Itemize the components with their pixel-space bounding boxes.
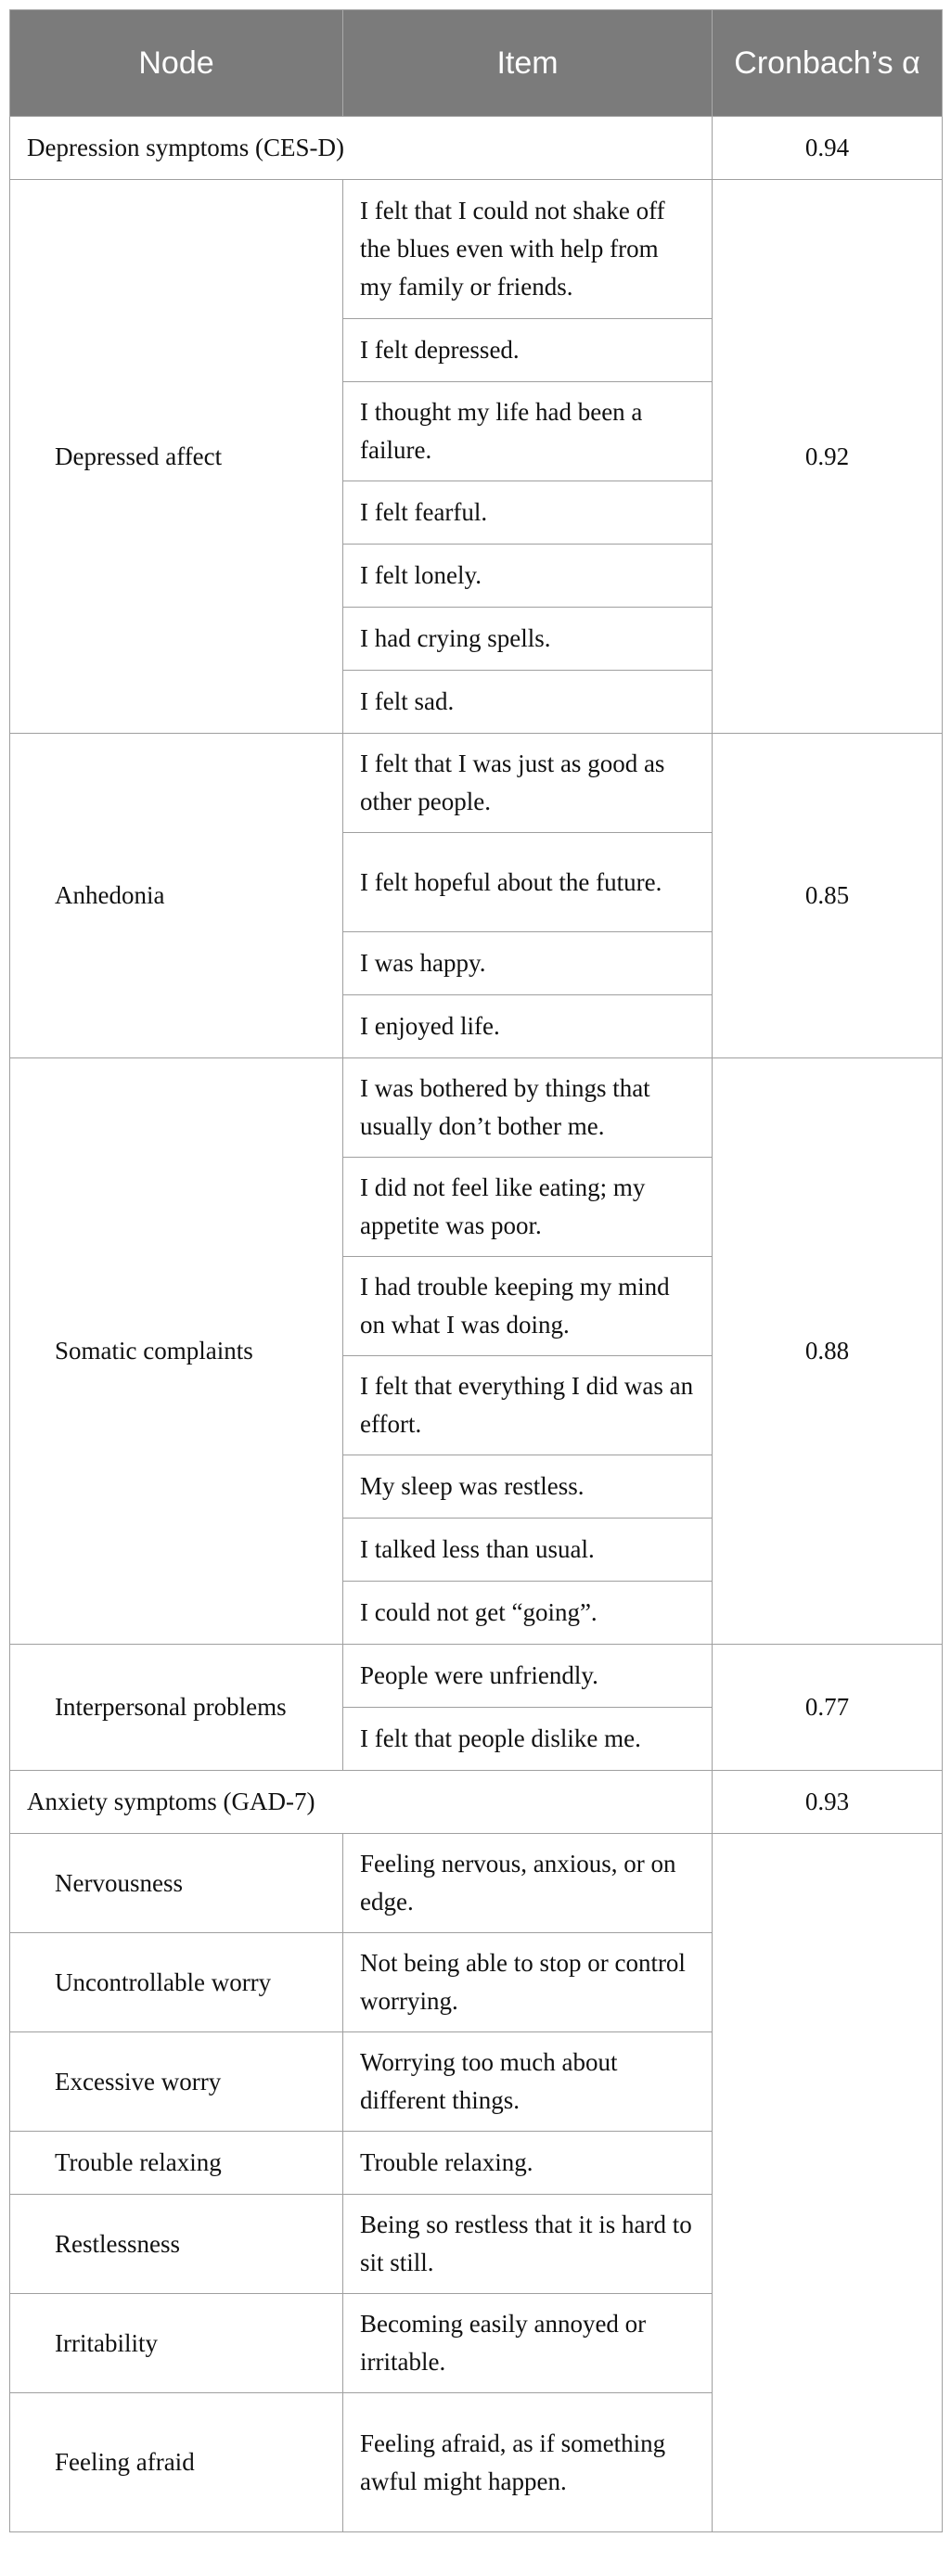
item-cell: I had trouble keeping my mind on what I was doing. <box>343 1257 713 1356</box>
header-node: Node <box>10 10 343 117</box>
node-cell: Irritability <box>10 2294 343 2393</box>
alpha-cell: 0.92 <box>713 180 943 734</box>
section-alpha: 0.94 <box>713 117 943 180</box>
node-cell: Uncontrollable worry <box>10 1933 343 2032</box>
header-item: Item <box>343 10 713 117</box>
item-cell: Being so restless that it is hard to sit still. <box>343 2195 713 2294</box>
item-cell: I felt hopeful about the future. <box>343 833 713 932</box>
section-row-anxiety <box>10 1771 943 1834</box>
alpha-cell: 0.88 <box>713 1058 943 1645</box>
item-cell: I felt sad. <box>343 671 713 734</box>
reliability-table <box>9 9 943 2532</box>
empty-alpha-cell <box>713 1834 943 2532</box>
item-cell: I was happy. <box>343 932 713 995</box>
item-cell: I felt depressed. <box>343 319 713 382</box>
alpha-cell: 0.77 <box>713 1645 943 1771</box>
item-cell: I felt that I could not shake off the blues even with help from my family or friends. <box>343 180 713 319</box>
item-cell: I had crying spells. <box>343 608 713 671</box>
item-cell: Worrying too much about different things. <box>343 2032 713 2132</box>
table-row <box>10 1834 943 1933</box>
item-cell: I felt that people dislike me. <box>343 1708 713 1771</box>
item-cell: I enjoyed life. <box>343 995 713 1058</box>
table-row <box>10 734 943 833</box>
item-cell: Feeling nervous, anxious, or on edge. <box>343 1834 713 1933</box>
table-row <box>10 1058 943 1158</box>
item-cell: Becoming easily annoyed or irritable. <box>343 2294 713 2393</box>
node-cell: Restlessness <box>10 2195 343 2294</box>
section-label: Anxiety symptoms (GAD-7) <box>10 1771 713 1834</box>
section-label: Depression symptoms (CES-D) <box>10 117 713 180</box>
item-cell: I did not feel like eating; my appetite was poor. <box>343 1158 713 1257</box>
item-cell: Not being able to stop or control worrying. <box>343 1933 713 2032</box>
item-cell: I was bothered by things that usually don’t bother me. <box>343 1058 713 1158</box>
table-row <box>10 1645 943 1708</box>
item-cell: I thought my life had been a failure. <box>343 382 713 481</box>
item-cell: I talked less than usual. <box>343 1519 713 1582</box>
header-alpha: Cronbach’s α <box>713 10 943 117</box>
item-cell: I felt that everything I did was an effort. <box>343 1356 713 1455</box>
node-cell: Feeling afraid <box>10 2393 343 2532</box>
item-cell: My sleep was restless. <box>343 1455 713 1519</box>
node-cell: Interpersonal problems <box>10 1645 343 1771</box>
item-cell: I felt that I was just as good as other people. <box>343 734 713 833</box>
section-row-depression <box>10 117 943 180</box>
node-cell: Anhedonia <box>10 734 343 1058</box>
node-cell: Excessive worry <box>10 2032 343 2132</box>
header-row <box>10 10 943 117</box>
alpha-cell: 0.85 <box>713 734 943 1058</box>
node-cell: Somatic complaints <box>10 1058 343 1645</box>
node-cell: Trouble relaxing <box>10 2132 343 2195</box>
item-cell: I felt fearful. <box>343 481 713 545</box>
item-cell: I could not get “going”. <box>343 1582 713 1645</box>
item-cell: People were unfriendly. <box>343 1645 713 1708</box>
node-cell: Depressed affect <box>10 180 343 734</box>
table-row <box>10 180 943 319</box>
item-cell: I felt lonely. <box>343 545 713 608</box>
item-cell: Trouble relaxing. <box>343 2132 713 2195</box>
item-cell: Feeling afraid, as if something awful might happen. <box>343 2393 713 2532</box>
node-cell: Nervousness <box>10 1834 343 1933</box>
section-alpha: 0.93 <box>713 1771 943 1834</box>
